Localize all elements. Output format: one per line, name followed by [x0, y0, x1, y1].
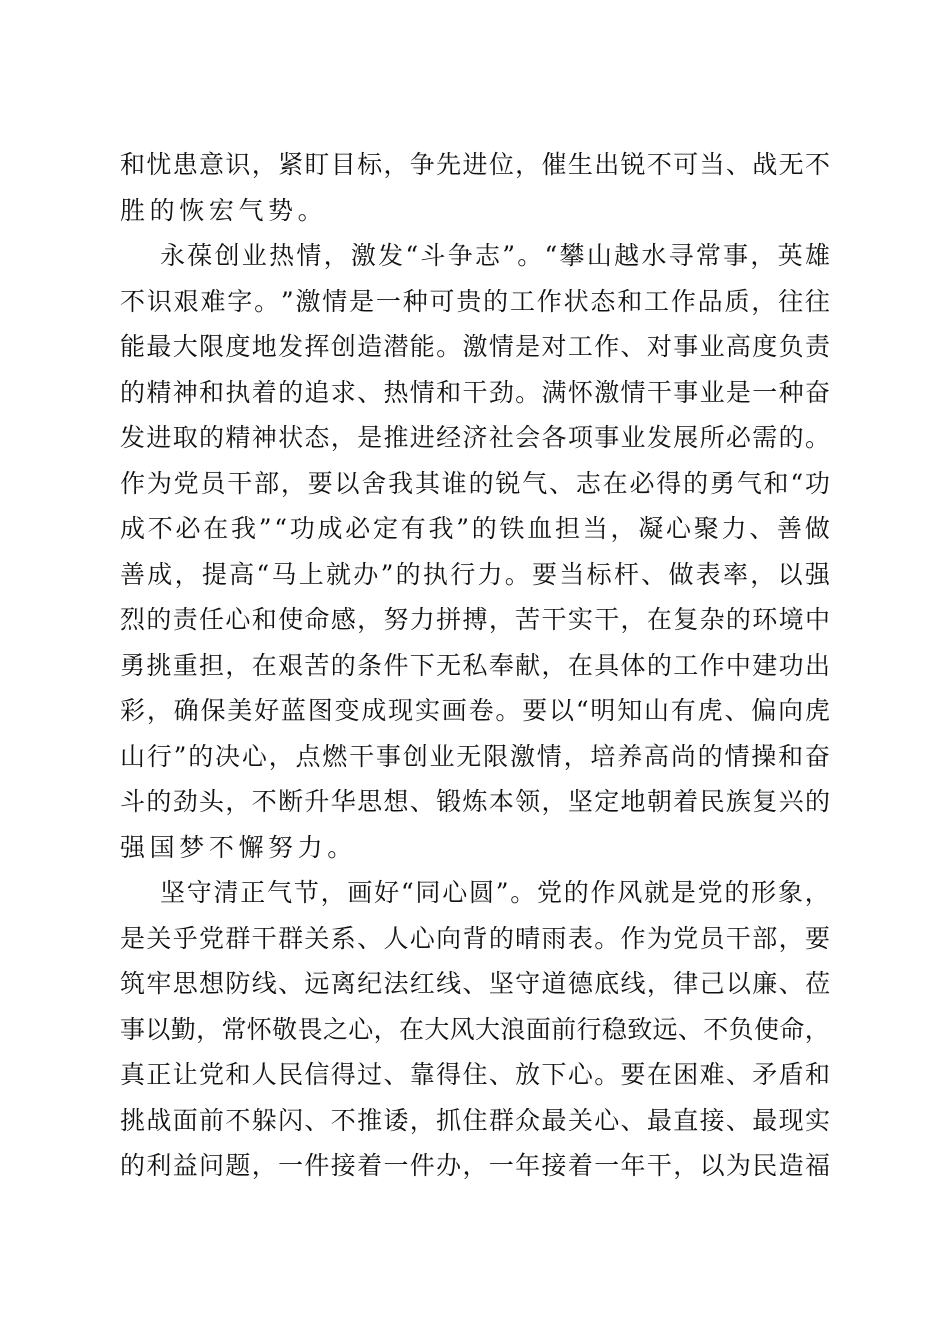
- text-line: 发 进 取 的 精 神 状 态 ， 是 推 进 经 济 社 会 各 项 事 业 发 展 所 必 需 的 。: [120, 423, 830, 452]
- text-line: 烈 的 责 任 心 和 使 命 感 ， 努 力 拼 搏 ， 苦 干 实 干 ， 在 复 杂 的 环 境 中: [120, 605, 830, 634]
- text-line: 是 关 乎 党 群 干 群 关 系 、 人 心 向 背 的 晴 雨 表 。 作 为 党 员 干 部 ， 要: [120, 923, 830, 953]
- text-line: 胜 的 恢 宏 气 势 。: [120, 195, 328, 225]
- text-line: 能 最 大 限 度 地 发 挥 创 造 潜 能 。 激 情 是 对 工 作 、 对 事 业 高 度 负 责: [120, 332, 830, 361]
- text-line: 和 忧 患 意 识 ， 紧 盯 目 标 ， 争 先 进 位 ， 催 生 出 锐 不 可 当 、 战 无 不: [120, 150, 830, 179]
- text-line: 勇 挑 重 担 ， 在 艰 苦 的 条 件 下 无 私 奉 献 ， 在 具 体 的 工 作 中 建 功 出: [120, 650, 830, 680]
- text-line: 真 正 让 党 和 人 民 信 得 过 、 靠 得 住 、 放 下 心 。 要 在 困 难 、 矛 盾 和: [120, 1060, 830, 1089]
- text-line: 不 识 艰 难 字 。 ” 激 情 是 一 种 可 贵 的 工 作 状 态 和 工 作 品 质 ， 往 往: [120, 286, 830, 316]
- text-line: 成 不 必 在 我 ” “ 功 成 必 定 有 我 ” 的 铁 血 担 当 ， 凝 心 聚 力 、 善 做: [120, 514, 830, 543]
- body-text: [120, 142, 830, 1189]
- text-line: 挑 战 面 前 不 躲 闪 、 不 推 诿 ， 抓 住 群 众 最 关 心 、 最 直 接 、 最 现 实: [120, 1105, 830, 1135]
- text-line: 的 利 益 问 题 ， 一 件 接 着 一 件 办 ， 一 年 接 着 一 年 干 ， 以 为 民 造 福: [120, 1151, 830, 1180]
- text-line: 善 成 ， 提 高 “ 马 上 就 办 ” 的 执 行 力 。 要 当 标 杆 、 做 表 率 ， 以 强: [120, 559, 830, 589]
- text-line: 山 行 ” 的 决 心 ， 点 燃 干 事 创 业 无 限 激 情 ， 培 养 高 尚 的 情 操 和 奋: [120, 741, 830, 771]
- text-line: 的 精 神 和 执 着 的 追 求 、 热 情 和 干 劲 。 满 怀 激 情 干 事 业 是 一 种 奋: [120, 377, 830, 407]
- text-line: 坚 守 清 正 气 节 ， 画 好 “ 同 心 圆 ” 。 党 的 作 风 就 是 党 的 形 象 ，: [160, 878, 830, 907]
- text-line: 斗 的 劲 头 ， 不 断 升 华 思 想 、 锻 炼 本 领 ， 坚 定 地 朝 着 民 族 复 兴 的: [120, 787, 830, 816]
- text-line: 筑 牢 思 想 防 线 、 远 离 纪 法 红 线 、 坚 守 道 德 底 线 ， 律 己 以 廉 、 莅: [120, 969, 830, 998]
- text-line: 作 为 党 员 干 部 ， 要 以 舍 我 其 谁 的 锐 气 、 志 在 必 得 的 勇 气 和 “ 功: [120, 468, 830, 498]
- text-line: 强 国 梦 不 懈 努 力 。: [120, 832, 357, 862]
- text-line: 彩 ， 确 保 美 好 蓝 图 变 成 现 实 画 卷 。 要 以 “ 明 知 山 有 虎 、 偏 向 虎: [120, 696, 830, 725]
- text-line: 事 以 勤 ， 常 怀 敬 畏 之 心 ， 在 大 风 大 浪 面 前 行 稳 致 远 、 不 负 使 命 ，: [120, 1014, 830, 1044]
- text-line: 永 葆 创 业 热 情 ， 激 发 “ 斗 争 志 ” 。 “ 攀 山 越 水 寻 常 事 ， 英 雄: [160, 241, 830, 270]
